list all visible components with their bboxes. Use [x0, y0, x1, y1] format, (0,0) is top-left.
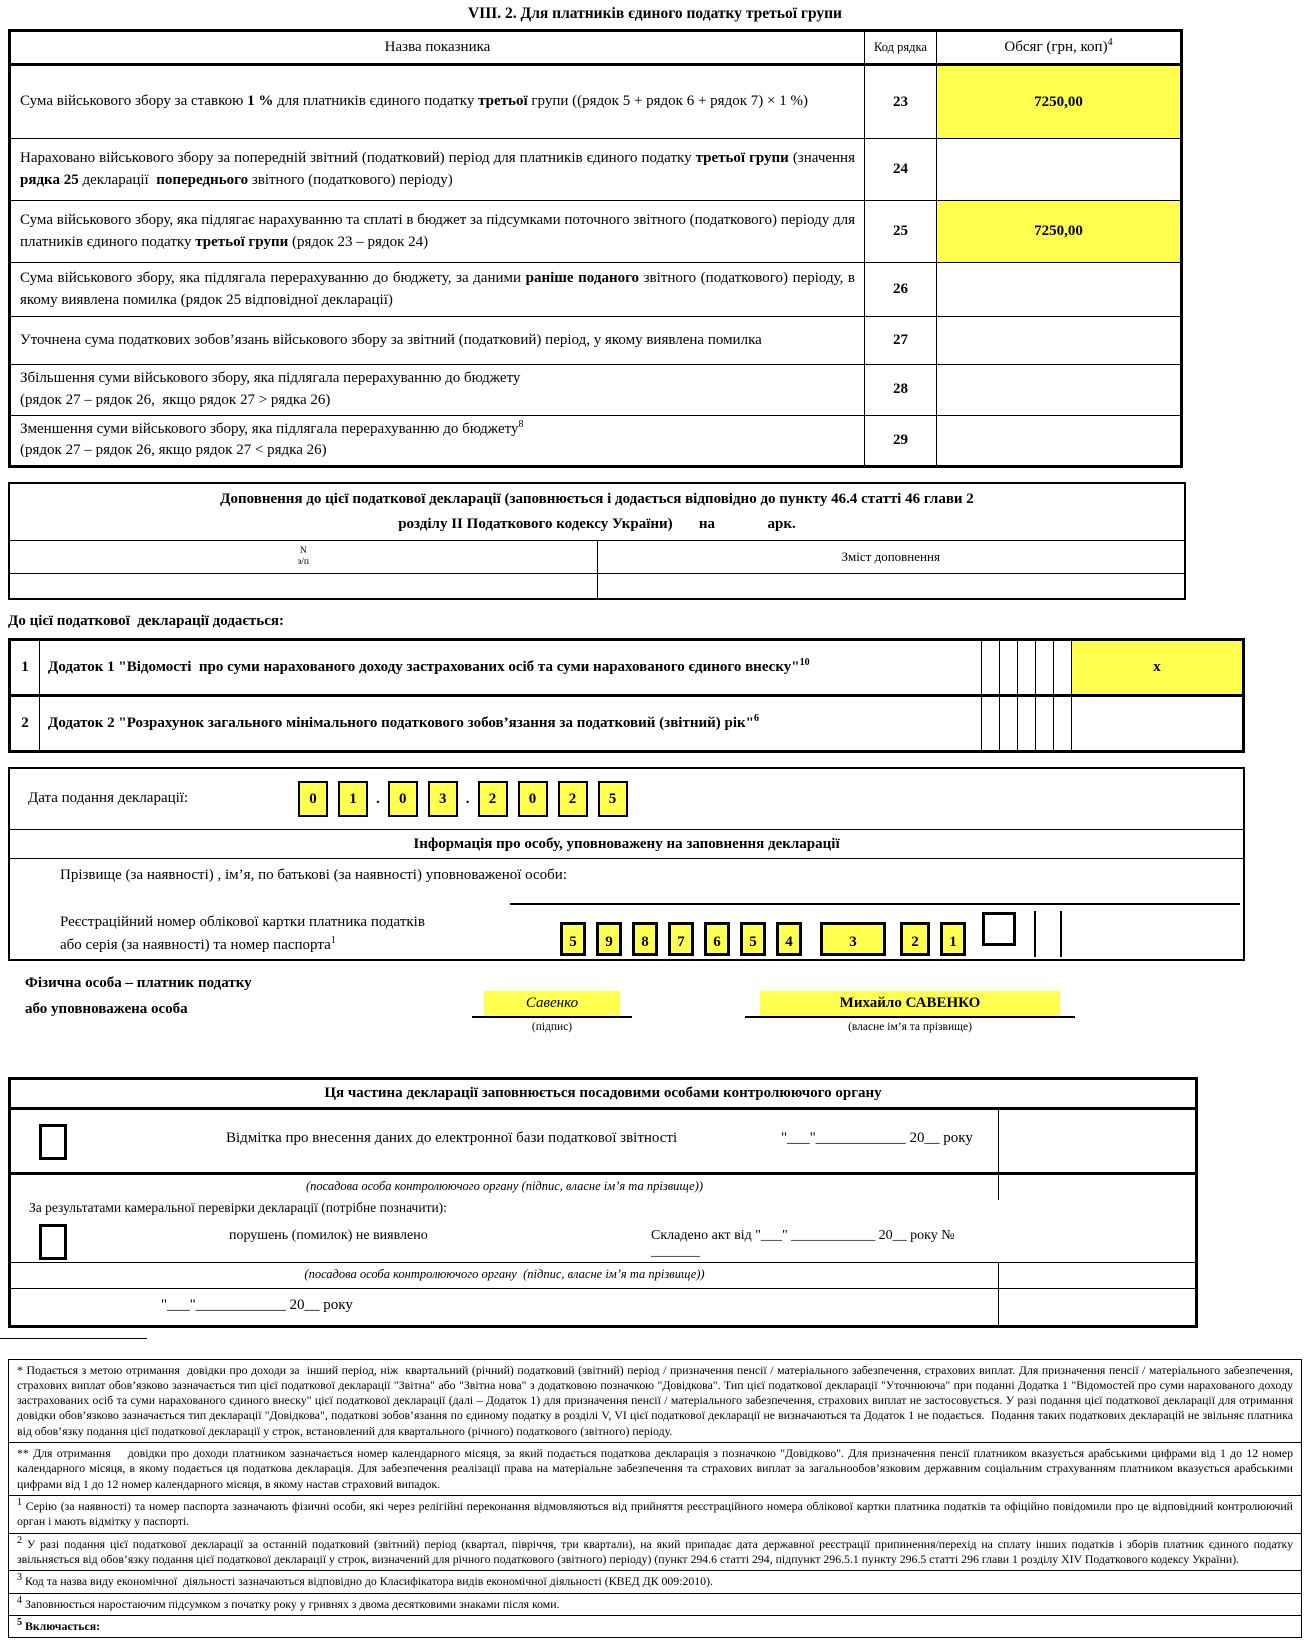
control-right-cell [999, 1200, 1195, 1222]
attachment-mark-field[interactable]: х [1072, 639, 1244, 695]
attachments-label: До цієї податкової декларації додається: [8, 612, 284, 629]
form-grid-line [1060, 911, 1062, 957]
supplement-title-line1: Доповнення до цієї податкової декларації (заповнюється і додається відповідно до пункту 46.4 статті 46 глави 2 [220, 491, 974, 507]
row-24-code: 24 [865, 139, 937, 201]
control-right-cell [998, 1263, 1195, 1288]
reg-digit-box-empty[interactable] [982, 912, 1016, 946]
row-25-code: 25 [865, 201, 937, 263]
footnote-row-2 [9, 1443, 1302, 1496]
e-base-label: Відмітка про внесення даних до електронної бази податкової звітності [226, 1129, 678, 1146]
attachment-grid-cell [1000, 639, 1018, 695]
attachment-row-1 [10, 639, 1244, 695]
col-header-code: Код рядка [865, 31, 937, 65]
attachment-grid-cell [1018, 639, 1036, 695]
footnotes-table [8, 1359, 1302, 1639]
supplement-empty-row [9, 573, 1185, 599]
supplement-title [9, 483, 1185, 540]
row-27-code: 27 [865, 317, 937, 365]
attachment-mark-field[interactable] [1072, 695, 1244, 751]
reg-number-boxes [560, 912, 1016, 956]
row-28-amount-field[interactable] [937, 365, 1182, 416]
taxpayer-label-line1: Фізична особа – платник податку [25, 974, 252, 991]
row-25-amount-field[interactable]: 7250,00 [937, 201, 1182, 263]
e-base-date-blank: "___"____________ 20__ року [781, 1129, 973, 1146]
submission-date-boxes [298, 781, 638, 817]
row-26-amount-field[interactable] [937, 263, 1182, 317]
reg-digit-box[interactable]: 6 [704, 922, 730, 956]
surname-write-line[interactable] [510, 903, 1240, 905]
footnote-text: $^5$ Включається: [9, 1616, 1302, 1638]
row-27-name: Уточнена сума податкових зобов’язань військового збору за звітний (податковий) період, у якому виявлена помилка [10, 317, 865, 365]
reg-digit-box[interactable]: 5 [740, 922, 766, 956]
footnote-text: * Подається з метою отримання довідки про доходи за інший період, ніж квартальний (річний) податковий (звітний) період / призначення пенсії / матеріального забезпечення, страхових виплат. Для призначення пенсії / матеріального забезпечення, страхових виплат обов’язково зазначається тип цієї податкової декларації "Звітна" або "Звітна нова" з додатковою позначкою "Довідкова". Тип цієї податкової декларації "Уточнююча" при поданні Додатка 1 "Відомостей про суми нарахованого доходу застрахованих осіб та суми нарахованого єдиного внеску" цієї податкової декларації (далі – Додаток 1) для призначення пенсії / матеріального забезпечення, страхових виплат не застосовується. У разі подання цієї податкової декларації для отримання довідки обов’язково зазначається тип декларації "Довідкова", податкові зобов’язання по єдиному податку в розділі V, VI цієї податкової декларації не визначаються та Додаток 1 не подається. Подання таких податкових декларацій не звільняє платника від обов’язку подання цієї податкової декларації у строк, встановлений для квартального (річного) податкового (звітного) періоду. [9, 1359, 1302, 1443]
no-violations-label: порушень (помилок) не виявлено [229, 1227, 428, 1243]
table-header-row [10, 31, 1182, 65]
attachment-number: 1 [10, 639, 40, 695]
signature-value[interactable]: Савенко [484, 991, 620, 1016]
footnote-separator [0, 1338, 147, 1339]
attachment-title: Додаток 1 "Відомості про суми нарахованого доходу застрахованих осіб та суми нарахованого єдиного внеску"$^{10}$ [40, 639, 982, 695]
row-25-name: Сума військового збору, яка підлягає нарахуванню та сплаті в бюджет за підсумками поточного звітного (податкового) періоду для платників єдиного податку третьої групи (рядок 23 – рядок 24) [10, 201, 865, 263]
date-digit-box[interactable]: 0 [518, 781, 548, 817]
signature-caption: (підпис) [531, 1020, 573, 1033]
control-right-cell [998, 1175, 1195, 1200]
reg-digit-box[interactable]: 9 [596, 922, 622, 956]
footnote-row-5 [9, 1571, 1302, 1593]
footnote-row-7 [9, 1616, 1302, 1638]
section-title: VIII. 2. Для платників єдиного податку третьої групи [467, 5, 842, 22]
attachment-grid-cell [1000, 695, 1018, 751]
row-26-code: 26 [865, 263, 937, 317]
col-header-amount: Обсяг (грн, коп)$^4$ [937, 31, 1182, 65]
signature-block [0, 969, 1310, 1055]
attachment-number: 2 [10, 695, 40, 751]
table-row-29 [10, 415, 1182, 467]
control-bottom-date-blank: "___"____________ 20__ року [161, 1296, 353, 1313]
supplement-col-num-header: N з/п [9, 540, 597, 573]
date-digit-box[interactable]: 5 [598, 781, 628, 817]
footnote-text: $^2$ У разі подання цієї податкової декларації за останній податковий (звітний) період (квартал, півріччя, три квартали), на який припадає дата державної реєстрації припинення/перехід на сплату інших податків і зборів платник єдиного податку звільняється від обов’язку подання цієї податкової декларації у строк, визначений для річного податкового (звітного) періоду) (пункт 294.6 статті 294, підпункт 296.5.1 пункту 296.5 статті 296 глави 1 розділу XIV Податкового кодексу України). [9, 1533, 1302, 1571]
footnote-row-1 [9, 1359, 1302, 1443]
signature-field [472, 991, 632, 1033]
supplement-table [8, 482, 1186, 600]
full-name-caption: (власне ім’я та прізвище) [848, 1020, 972, 1033]
supplement-col-content-header: Зміст доповнення [597, 540, 1185, 573]
full-name-field [745, 991, 1075, 1033]
audit-label: За результатами камеральної перевірки декларації (потрібне позначити): [29, 1199, 447, 1215]
reg-digit-box[interactable]: 3 [820, 922, 886, 956]
table-row-27 [10, 317, 1182, 365]
row-28-name: Збільшення суми військового збору, яка підлягала перерахуванню до бюджету (рядок 27 – рядок 26, якщо рядок 27 > рядка 26) [10, 365, 865, 416]
attachment-grid-cell [1054, 639, 1072, 695]
table-row-24 [10, 139, 1182, 201]
row-26-name: Сума військового збору, яка підлягала перерахуванню до бюджету, за даними раніше поданого звітного (податкового) періоду, в якому виявлена помилка (рядок 25 відповідної декларації) [10, 263, 865, 317]
row-29-code: 29 [865, 415, 937, 467]
date-separator: . [376, 790, 380, 807]
taxpayer-label-line2: або уповноважена особа [25, 1000, 188, 1017]
attachment-grid-cell [982, 639, 1000, 695]
reg-digit-box[interactable]: 7 [668, 922, 694, 956]
reg-digit-box[interactable]: 5 [560, 922, 586, 956]
reg-digit-box[interactable]: 8 [632, 922, 658, 956]
row-23-amount-field[interactable]: 7250,00 [937, 65, 1182, 139]
attachment-title: Додаток 2 "Розрахунок загального мінімального податкового зобов’язання за податковий (звітний) рік"$^6$ [40, 695, 982, 751]
supplement-content-cell[interactable] [597, 573, 1185, 599]
row-28-code: 28 [865, 365, 937, 416]
footnote-text: $^3$ Код та назва виду економічної діяльності зазначаються відповідно до Класифікатора видів економічної діяльності (КВЕД ДК 009:2010). [9, 1571, 1302, 1593]
row-24-amount-field[interactable] [937, 139, 1182, 201]
footnote-row-4 [9, 1533, 1302, 1571]
row-29-name: Зменшення суми військового збору, яка підлягала перерахуванню до бюджету$^8$ (рядок 27 – рядок 26, якщо рядок 27 < рядка 26) [10, 415, 865, 467]
attachments-table [8, 638, 1245, 753]
reg-digit-box[interactable]: 2 [900, 922, 930, 956]
date-digit-box[interactable]: 2 [478, 781, 508, 817]
control-right-cell [998, 1289, 1195, 1325]
date-digit-box[interactable]: 1 [338, 781, 368, 817]
footnote-text: $^1$ Серію (за наявності) та номер паспорта зазначають фізичні особи, які через релігійні переконання відмовляються від прийняття реєстраційного номера облікової картки платника податків та офіційно повідомили про це відповідний контролюючий орган і мають відмітку у паспорті. [9, 1496, 1302, 1534]
attachment-row-2 [10, 695, 1244, 751]
full-name-value[interactable]: Михайло САВЕНКО [760, 991, 1060, 1016]
control-header: Ця частина декларації заповнюється посадовими особами контролюючого органу [11, 1080, 1195, 1110]
e-base-checkbox[interactable] [39, 1124, 67, 1160]
date-digit-box[interactable]: 0 [388, 781, 418, 817]
act-label: Складено акт від "___" ____________ 20__ року № _______ [651, 1227, 955, 1259]
authorized-person-section [10, 859, 1243, 959]
attachment-grid-cell [1036, 695, 1054, 751]
attachment-grid-cell [982, 695, 1000, 751]
row-23-code: 23 [865, 65, 937, 139]
form-grid-line [1034, 911, 1036, 957]
attachment-grid-cell [1036, 639, 1054, 695]
date-separator: . [465, 790, 470, 807]
table-row-28 [10, 365, 1182, 416]
attachment-grid-cell [1018, 695, 1036, 751]
col-header-name: Назва показника [10, 31, 865, 65]
footnote-row-3 [9, 1496, 1302, 1534]
submission-block [8, 767, 1245, 961]
row-27-amount-field[interactable] [937, 317, 1182, 365]
table-row-25 [10, 201, 1182, 263]
attachment-grid-cell [1054, 695, 1072, 751]
no-violations-checkbox[interactable] [39, 1224, 67, 1260]
date-digit-box[interactable]: 3 [428, 781, 458, 817]
official-caption-1: (посадова особа контролюючого органу (підпис, власне ім’я та прізвище)) [305, 1178, 704, 1193]
military-levy-table [8, 29, 1183, 468]
table-row-26 [10, 263, 1182, 317]
footnote-text: ** Для отримання довідки про доходи платником зазначається номер календарного місяця, за який подається податкова декларація з позначкою "Довідково". Для призначення пенсії платником вказується арабськими цифрами від 1 до 12 номер календарного місяця, в якому подається ця податкова декларація. Для забезпечення реалізації права на матеріальне забезпечення та страхових виплат за загальнообов’язковим державним соціальним страхуванням платником вказується арабськими цифрами від 1 до 12 номер календарного місяця, в якому настав страховий випадок. [9, 1443, 1302, 1496]
row-23-name: Сума військового збору за ставкою 1 % для платників єдиного податку третьої групи ((рядок 5 + рядок 6 + рядок 7) × 1 %) [10, 65, 865, 139]
surname-label: Прізвище (за наявності) , ім’я, по батькові (за наявності) уповноваженої особи: [60, 866, 567, 883]
control-right-cell [998, 1110, 1195, 1172]
row-24-name: Нараховано військового збору за попередній звітний (податковий) період для платників єдиного податку третьої групи (значення рядка 25 декларації попереднього звітного (податкового) періоду) [10, 139, 865, 201]
control-right-cell [999, 1222, 1195, 1262]
supplement-num-cell[interactable] [9, 573, 597, 599]
submission-date-row [10, 769, 1243, 830]
table-row-23 [10, 65, 1182, 139]
footnote-text: $^4$ Заповнюється наростаючим підсумком з початку року у гривнях з двома десятковими знаками після коми. [9, 1593, 1302, 1615]
reg-digit-box[interactable]: 4 [776, 922, 802, 956]
date-digit-box[interactable]: 0 [298, 781, 328, 817]
date-digit-box[interactable]: 2 [558, 781, 588, 817]
submission-date-label: Дата подання декларації: [28, 790, 189, 806]
reg-number-label: Реєстраційний номер облікової картки платника податків або серія (за наявності) та номер паспорта$^1$ [60, 914, 425, 953]
supplement-title-line2: розділу ІІ Податкового кодексу України) на арк. [398, 515, 796, 532]
row-29-amount-field[interactable] [937, 415, 1182, 467]
control-authority-block [8, 1077, 1198, 1328]
footnote-row-6 [9, 1593, 1302, 1615]
reg-number-row [10, 911, 1243, 957]
reg-digit-box[interactable]: 1 [940, 922, 966, 956]
authorized-person-header: Інформація про особу, уповноважену на заповнення декларації [10, 830, 1243, 859]
official-caption-2: (посадова особа контролюючого органу (підпис, власне ім’я та прізвище)) [304, 1266, 705, 1281]
